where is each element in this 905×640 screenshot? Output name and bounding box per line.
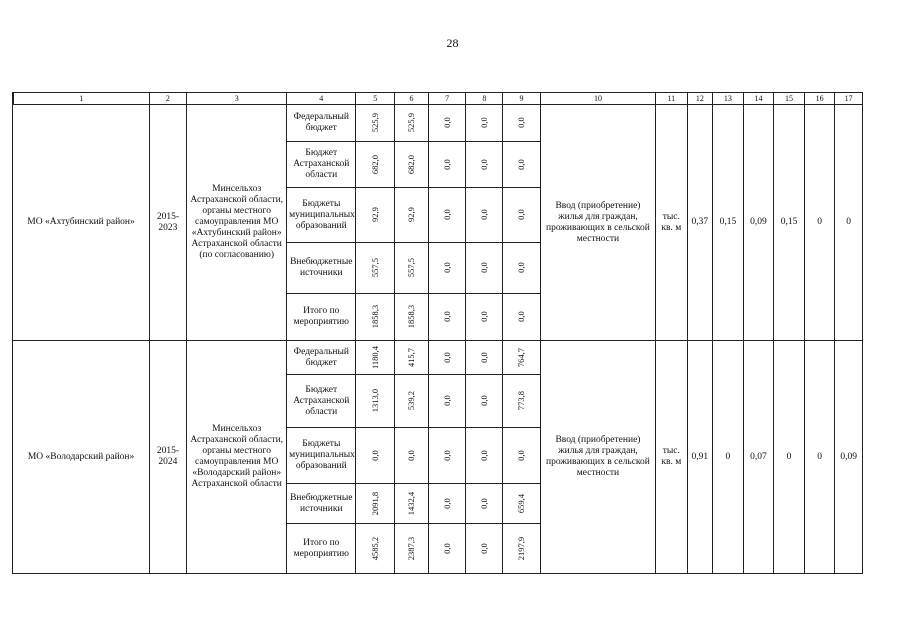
column-number: 10 xyxy=(540,93,655,105)
funding-value-cell xyxy=(428,524,466,574)
program-table xyxy=(12,92,863,574)
funding-value-cell xyxy=(503,105,541,142)
funding-value-cell xyxy=(356,243,395,294)
funding-value-cell xyxy=(356,375,395,428)
funding-value: 2091,8 xyxy=(369,491,380,515)
indicator-value: 0,09 xyxy=(743,105,774,341)
funding-value-cell xyxy=(428,341,466,375)
funding-source: Внебюджетные источники xyxy=(287,243,356,294)
funding-value-cell xyxy=(356,105,395,142)
funding-value-cell xyxy=(503,294,541,341)
unit-cell: тыс. кв. м xyxy=(656,341,688,574)
funding-value-cell xyxy=(395,294,429,341)
table-row xyxy=(13,105,863,142)
funding-value-cell xyxy=(503,524,541,574)
funding-value-cell xyxy=(356,341,395,375)
funding-value-cell xyxy=(356,484,395,524)
funding-source: Федеральный бюджет xyxy=(287,341,356,375)
funding-value-cell xyxy=(395,142,429,188)
funding-value-cell xyxy=(466,484,503,524)
funding-value: 0,0 xyxy=(516,311,527,322)
funding-value: 92,9 xyxy=(369,207,380,222)
column-number: 4 xyxy=(287,93,356,105)
column-number: 17 xyxy=(835,93,863,105)
funding-value: 557,5 xyxy=(405,257,416,278)
indicator-value: 0,37 xyxy=(687,105,712,341)
column-number: 3 xyxy=(187,93,287,105)
indicator-value: 0 xyxy=(713,341,744,574)
funding-value: 0,0 xyxy=(441,117,452,128)
funding-value: 1858,3 xyxy=(405,304,416,329)
funding-source: Бюджеты муниципальных образований xyxy=(287,188,356,243)
funding-value: 0,0 xyxy=(478,351,489,363)
indicator-value: 0 xyxy=(804,105,835,341)
funding-source: Внебюджетные источники xyxy=(287,484,356,524)
funding-value: 1432,4 xyxy=(405,491,416,515)
column-number: 16 xyxy=(804,93,835,105)
funding-value: 0,0 xyxy=(516,449,527,461)
funding-value-cell xyxy=(428,428,466,484)
table-row xyxy=(13,341,863,375)
funding-value: 773,8 xyxy=(516,390,527,411)
funding-value-cell xyxy=(503,428,541,484)
funding-value: 0,0 xyxy=(441,262,452,273)
column-number: 14 xyxy=(743,93,774,105)
funding-value: 525,9 xyxy=(369,112,380,133)
funding-value: 0,0 xyxy=(441,449,452,461)
funding-value-cell xyxy=(395,524,429,574)
funding-value: 0,0 xyxy=(516,158,527,170)
funding-value-cell xyxy=(466,188,503,243)
funding-value-cell xyxy=(503,375,541,428)
funding-value: 2197,9 xyxy=(516,536,527,560)
funding-value: 0,0 xyxy=(441,542,452,554)
funding-value-cell xyxy=(503,142,541,188)
funding-value: 1313,0 xyxy=(369,388,380,413)
period-cell: 2015-2023 xyxy=(149,105,187,341)
funding-value-cell xyxy=(466,341,503,375)
funding-value: 525,9 xyxy=(405,112,416,133)
funding-value: 0,0 xyxy=(405,449,416,461)
funding-value-cell xyxy=(428,105,466,142)
indicator-value: 0,07 xyxy=(743,341,774,574)
funding-value: 539,2 xyxy=(405,390,416,411)
funding-value-cell xyxy=(395,188,429,243)
goal-cell: Ввод (приобретение) жилья для граждан, проживающих в сельской местности xyxy=(540,341,655,574)
funding-value-cell xyxy=(428,294,466,341)
funding-value: 0,0 xyxy=(478,311,489,322)
funding-value: 682,0 xyxy=(369,154,380,174)
funding-value-cell xyxy=(466,294,503,341)
column-number: 15 xyxy=(774,93,805,105)
header-row xyxy=(13,93,863,105)
funding-value-cell xyxy=(428,142,466,188)
executor-cell: Минсельхоз Астраханской области, органы местного самоуправления МО «Володарский район» Астраханской области xyxy=(187,341,287,574)
municipality-cell: МО «Володарский район» xyxy=(14,341,150,574)
funding-value: 1858,3 xyxy=(369,304,380,329)
column-number: 2 xyxy=(149,93,187,105)
funding-value-cell xyxy=(503,341,541,375)
funding-value: 0,0 xyxy=(369,449,380,461)
indicator-value: 0 xyxy=(804,341,835,574)
funding-source: Итого по мероприятию xyxy=(287,294,356,341)
funding-value-cell xyxy=(395,428,429,484)
funding-value: 0,0 xyxy=(516,117,527,128)
funding-value: 0,0 xyxy=(516,209,527,220)
period-cell: 2015-2024 xyxy=(149,341,187,574)
column-number: 8 xyxy=(466,93,503,105)
funding-value: 0,0 xyxy=(478,395,489,406)
funding-source: Бюджеты муниципальных образований xyxy=(287,428,356,484)
funding-value-cell xyxy=(356,294,395,341)
funding-value: 0,0 xyxy=(478,209,489,220)
goal-cell: Ввод (приобретение) жилья для граждан, проживающих в сельской местности xyxy=(540,105,655,341)
funding-value-cell xyxy=(395,243,429,294)
funding-value: 0,0 xyxy=(441,395,452,406)
funding-value-cell xyxy=(395,105,429,142)
funding-value-cell xyxy=(356,428,395,484)
funding-value: 0,0 xyxy=(441,311,452,322)
funding-value-cell xyxy=(466,105,503,142)
funding-value: 2387,3 xyxy=(405,536,416,560)
indicator-value: 0 xyxy=(835,105,863,341)
funding-value-cell xyxy=(428,188,466,243)
funding-value: 4585,2 xyxy=(369,536,380,560)
funding-source: Итого по мероприятию xyxy=(287,524,356,574)
funding-value: 659,4 xyxy=(516,493,527,513)
municipality-cell: МО «Ахтубинский район» xyxy=(14,105,150,341)
funding-value: 0,0 xyxy=(478,262,489,273)
funding-value: 0,0 xyxy=(441,497,452,509)
funding-value-cell xyxy=(466,243,503,294)
funding-value-cell xyxy=(466,428,503,484)
column-number: 6 xyxy=(395,93,429,105)
column-number: 9 xyxy=(503,93,541,105)
column-number: 11 xyxy=(656,93,688,105)
funding-value-cell xyxy=(466,142,503,188)
funding-value: 0,0 xyxy=(478,117,489,128)
indicator-value: 0,09 xyxy=(835,341,863,574)
funding-value-cell xyxy=(503,243,541,294)
funding-value-cell xyxy=(356,142,395,188)
column-number: 1 xyxy=(14,93,150,105)
indicator-value: 0,91 xyxy=(687,341,712,574)
funding-value-cell xyxy=(503,484,541,524)
funding-value: 415,7 xyxy=(405,347,416,367)
funding-value-cell xyxy=(466,375,503,428)
funding-value-cell xyxy=(428,243,466,294)
funding-value-cell xyxy=(428,375,466,428)
page-number: 28 xyxy=(446,36,459,50)
column-number: 13 xyxy=(713,93,744,105)
funding-value-cell xyxy=(466,524,503,574)
indicator-value: 0,15 xyxy=(774,105,805,341)
indicator-value: 0,15 xyxy=(713,105,744,341)
funding-value: 0,0 xyxy=(478,158,489,170)
funding-value: 0,0 xyxy=(478,449,489,461)
funding-source: Федеральный бюджет xyxy=(287,105,356,142)
funding-source: Бюджет Астраханской области xyxy=(287,375,356,428)
funding-value: 764,7 xyxy=(516,347,527,367)
funding-value: 0,0 xyxy=(441,351,452,363)
indicator-value: 0 xyxy=(774,341,805,574)
funding-value-cell xyxy=(356,524,395,574)
funding-value: 682,0 xyxy=(405,154,416,174)
funding-value-cell xyxy=(395,375,429,428)
column-number: 5 xyxy=(356,93,395,105)
funding-value-cell xyxy=(428,484,466,524)
funding-value: 0,0 xyxy=(516,262,527,273)
executor-cell: Минсельхоз Астраханской области, органы местного самоуправления МО «Ахтубинский район» Астраханской области (по согласованию) xyxy=(187,105,287,341)
funding-value: 0,0 xyxy=(478,497,489,509)
funding-value: 92,9 xyxy=(405,207,416,222)
funding-value-cell xyxy=(356,188,395,243)
column-number: 12 xyxy=(687,93,712,105)
funding-value: 0,0 xyxy=(441,209,452,220)
funding-value: 1180,4 xyxy=(369,345,380,369)
unit-cell: тыс. кв. м xyxy=(656,105,688,341)
funding-value-cell xyxy=(503,188,541,243)
funding-value-cell xyxy=(395,341,429,375)
funding-value: 0,0 xyxy=(441,158,452,170)
funding-source: Бюджет Астраханской области xyxy=(287,142,356,188)
column-number: 7 xyxy=(428,93,466,105)
funding-value: 0,0 xyxy=(478,542,489,554)
funding-value-cell xyxy=(395,484,429,524)
funding-value: 557,5 xyxy=(369,257,380,278)
